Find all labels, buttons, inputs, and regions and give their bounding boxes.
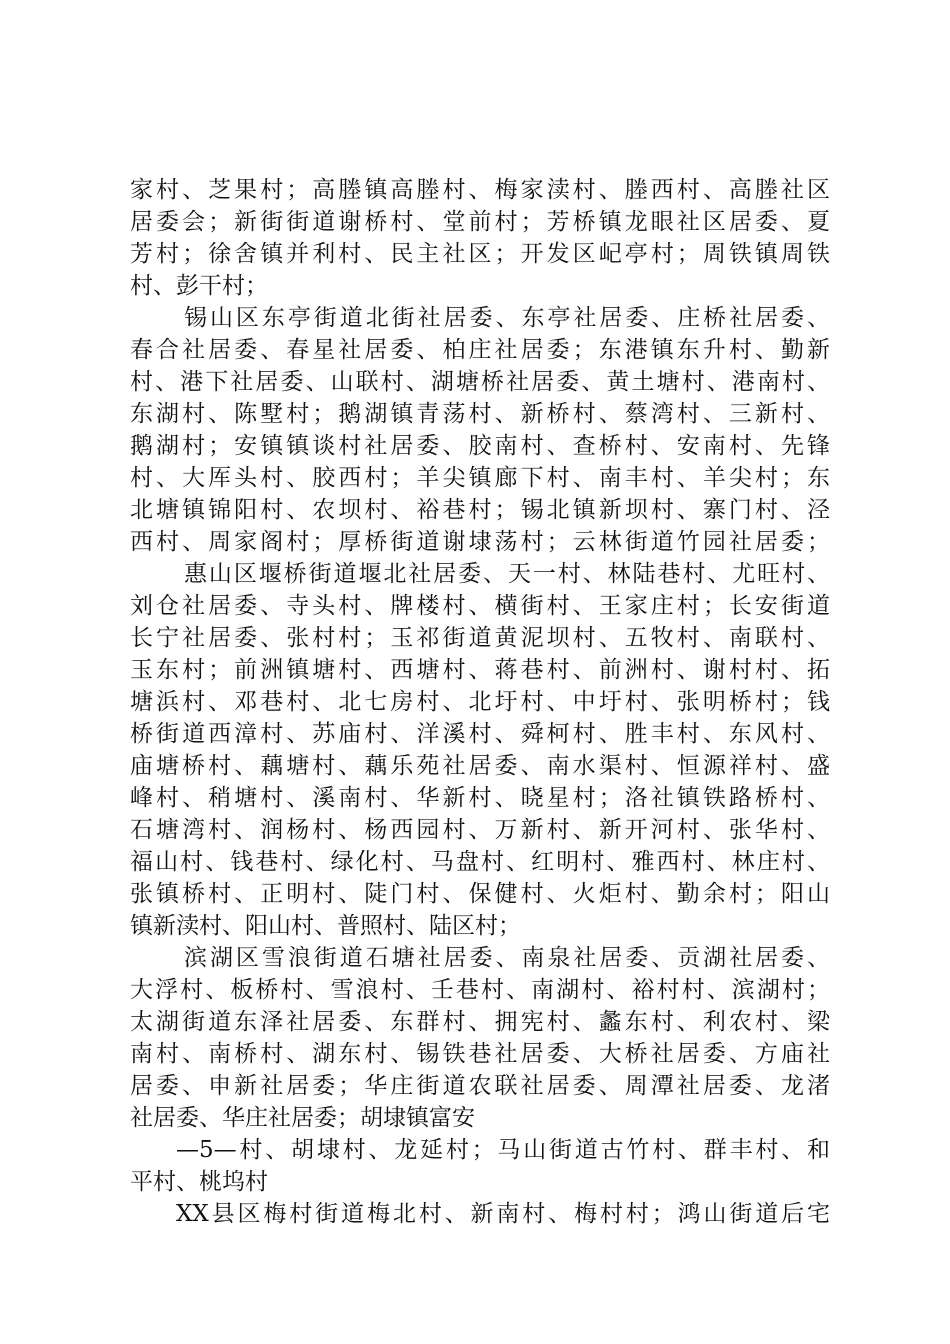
text-line: 锡山区东亭街道北街社居委、东亭社居委、庄桥社居委、 [184, 305, 830, 331]
text-line: 庙塘桥村、藕塘村、藕乐苑社居委、南水渠村、恒源祥村、盛 [130, 753, 830, 779]
text-line: 村、港下社居委、山联村、湖塘桥社居委、黄土塘村、港南村、 [130, 369, 830, 395]
text-line: 塘浜村、邓巷村、北七房村、北圩村、中圩村、张明桥村；钱 [130, 689, 830, 715]
text-line: 福山村、钱巷村、绿化村、马盘村、红明村、雅西村、林庄村、 [130, 849, 830, 875]
text-line: 芳村；徐舍镇并利村、民主社区；开发区屺亭村；周铁镇周铁 [130, 241, 830, 267]
document-body-text [130, 174, 830, 1230]
text-line: 平村、桃坞村 [130, 1169, 268, 1195]
text-line: 北塘镇锦阳村、农坝村、裕巷村；锡北镇新坝村、寨门村、泾 [130, 497, 830, 523]
text-line: 家村、芝果村；高塍镇高塍村、梅家渎村、塍西村、高塍社区 [130, 177, 830, 203]
text-line: 居委会；新街街道谢桥村、堂前村；芳桥镇龙眼社区居委、夏 [130, 209, 830, 235]
text-line: 太湖街道东泽社居委、东群村、拥宪村、蠡东村、利农村、梁 [130, 1009, 830, 1035]
text-line: 滨湖区雪浪街道石塘社居委、南泉社居委、贡湖社居委、 [184, 945, 830, 971]
text-line: XX县区梅村街道梅北村、新南村、梅村村；鸿山街道后宅 [176, 1201, 830, 1227]
text-line: 峰村、稍塘村、溪南村、华新村、晓星村；洛社镇铁路桥村、 [130, 785, 830, 811]
text-line: 石塘湾村、润杨村、杨西园村、万新村、新开河村、张华村、 [130, 817, 830, 843]
text-line: 春合社居委、春星社居委、柏庄社居委；东港镇东升村、勤新 [130, 337, 830, 363]
text-line: 桥街道西漳村、苏庙村、洋溪村、舜柯村、胜丰村、东风村、 [130, 721, 830, 747]
text-line: 大浮村、板桥村、雪浪村、壬巷村、南湖村、裕村村、滨湖村； [130, 977, 830, 1003]
text-line: —5—村、胡埭村、龙延村；马山街道古竹村、群丰村、和 [176, 1137, 830, 1163]
text-line: 张镇桥村、正明村、陡门村、保健村、火炬村、勤余村；阳山 [130, 881, 830, 907]
text-line: 东湖村、陈墅村；鹅湖镇青荡村、新桥村、蔡湾村、三新村、 [130, 401, 830, 427]
text-line: 居委、申新社居委；华庄街道农联社居委、周潭社居委、龙渚 [130, 1073, 830, 1099]
text-line: 惠山区堰桥街道堰北社居委、天一村、林陆巷村、尤旺村、 [184, 561, 830, 587]
text-line: 玉东村；前洲镇塘村、西塘村、蒋巷村、前洲村、谢村村、拓 [130, 657, 830, 683]
text-line: 长宁社居委、张村村；玉祁街道黄泥坝村、五牧村、南联村、 [130, 625, 830, 651]
text-line: 鹅湖村；安镇镇谈村社居委、胶南村、查桥村、安南村、先锋 [130, 433, 830, 459]
text-line: 南村、南桥村、湖东村、锡铁巷社居委、大桥社居委、方庙社 [130, 1041, 830, 1067]
text-line: 村、大厍头村、胶西村；羊尖镇廊下村、南丰村、羊尖村；东 [130, 465, 830, 491]
text-line: 村、彭干村； [130, 273, 268, 299]
text-line: 刘仓社居委、寺头村、牌楼村、横街村、王家庄村；长安街道 [130, 593, 830, 619]
text-line: 西村、周家阁村；厚桥街道谢埭荡村；云林街道竹园社居委； [130, 529, 830, 555]
text-line: 社居委、华庄社居委；胡埭镇富安 [130, 1105, 475, 1131]
text-line: 镇新渎村、阳山村、普照村、陆区村； [130, 913, 521, 939]
